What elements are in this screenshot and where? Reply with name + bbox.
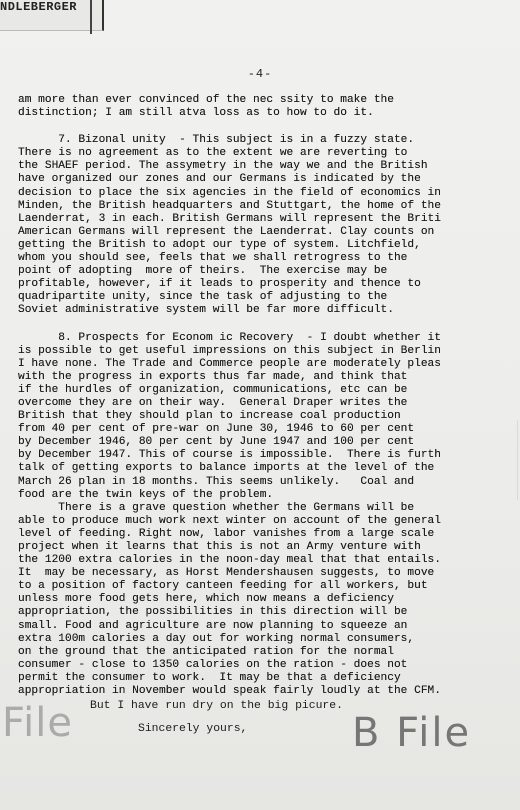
margin-mark <box>517 420 518 500</box>
body-line: if the hurdles of organization, communications, etc can be <box>18 383 408 396</box>
body-line: by December 1947. This of course is impossible. There is furth <box>18 449 441 462</box>
body-line: is possible to get useful impressions on this subject in Berlin <box>18 344 441 357</box>
body-line: talk of getting exports to balance imports at the level of the <box>18 462 435 475</box>
body-line: There is no agreement as to the extent we are reverting to <box>18 147 408 160</box>
body-line: American Germans will represent the Laenderrat. Clay counts on <box>18 225 435 238</box>
tab-edge <box>90 0 92 34</box>
paragraph-gap <box>18 318 510 332</box>
body-line: quadripartite unity, since the task of adjusting to the <box>18 291 388 304</box>
body-line: Minden, the British headquarters and Stuttgart, the home of the <box>18 199 441 212</box>
body-line: There is a grave question whether the Germans will be <box>18 501 415 514</box>
body-line: project when it learns that this is not an Army venture with <box>18 541 421 553</box>
body-line: 8. Prospects for Econom ic Recovery - I doubt whether it <box>18 331 441 344</box>
file-stamp-right: B File <box>352 710 472 756</box>
body-line: consumer - close to 1350 calories on the ration - does not <box>18 658 408 671</box>
body-line: food are the twin keys of the problem. <box>18 488 274 501</box>
body-line: have organized our zones and our Germans is indicated by the <box>18 173 421 186</box>
body-line: able to produce much work next winter on account of the general <box>18 514 441 527</box>
body-line: British that they should plan to increase coal production <box>18 410 401 423</box>
body-line: distinction; I am still atva loss as to how to do it. <box>18 107 374 120</box>
letter-body <box>18 94 510 698</box>
signoff: Sincerely yours, <box>138 723 248 735</box>
body-line: Soviet administrative system will be far more difficult. <box>18 304 394 317</box>
body-line: unless more food gets here, which now means a deficiency <box>18 593 394 606</box>
body-line: appropriation, the possibilities in this direction will be <box>18 606 408 619</box>
body-line: It may be necessary, as Horst Mendershausen suggests, to move <box>18 567 435 580</box>
body-line: March 26 plan in 18 months. This seems unlikely. Coal and <box>18 475 415 488</box>
page-number: -4- <box>247 67 273 81</box>
body-line: permit the consumer to work. It may be that a deficiency <box>18 671 401 684</box>
body-line: profitable, however, if it leads to prosperity and thence to <box>18 278 421 291</box>
closing-line: But I have run dry on the big picure. <box>90 700 343 712</box>
body-line: from 40 per cent of pre-war on June 30, 1946 to 60 per cent <box>18 423 415 436</box>
body-line: the SHAEF period. The assymetry in the way we and the British <box>18 160 428 173</box>
body-line: whom you should see, feels that we shall retrogress to the <box>18 252 408 265</box>
header-tab <box>0 0 104 31</box>
body-line: to a position of factory canteen feeding for all workers, but <box>18 580 428 593</box>
body-line: small. Food and agriculture are now planning to squeeze an <box>18 619 408 632</box>
body-line: am more than ever convinced of the nec ssity to make the <box>18 94 394 106</box>
file-stamp-left: File <box>2 700 73 746</box>
body-line: with the progress in exports thus far made, and think that <box>18 370 408 383</box>
paragraph-gap <box>18 120 510 134</box>
body-line: the 1200 extra calories in the noon-day meal that that entails. <box>18 554 441 567</box>
body-line: appropriation in November would speak fairly loudly at the CFM. <box>18 685 441 698</box>
body-line: point of adopting more of theirs. The exercise may be <box>18 265 388 278</box>
body-line: on the ground that the anticipated ration for the normal <box>18 645 394 658</box>
body-line: getting the British to adopt our type of system. Litchfield, <box>18 238 421 251</box>
body-line: Laenderrat, 3 in each. British Germans will represent the Briti <box>18 212 441 225</box>
body-line: extra 100m calories a day out for working normal consumers, <box>18 632 415 645</box>
body-line: 7. Bizonal unity - This subject is in a fuzzy state. <box>18 134 415 147</box>
body-line: decision to place the six agencies in the field of economics in <box>18 186 441 199</box>
body-line: overcome they are on their way. General Draper writes the <box>18 396 408 409</box>
body-line: by December 1946, 80 per cent by June 1947 and 100 per cent <box>18 436 415 449</box>
body-line: I have none. The Trade and Commerce people are moderately pleas <box>18 357 441 370</box>
header-stamp: NDLEBERGER <box>0 0 78 14</box>
body-line: level of feeding. Right now, labor vanishes from a large scale <box>18 527 435 540</box>
